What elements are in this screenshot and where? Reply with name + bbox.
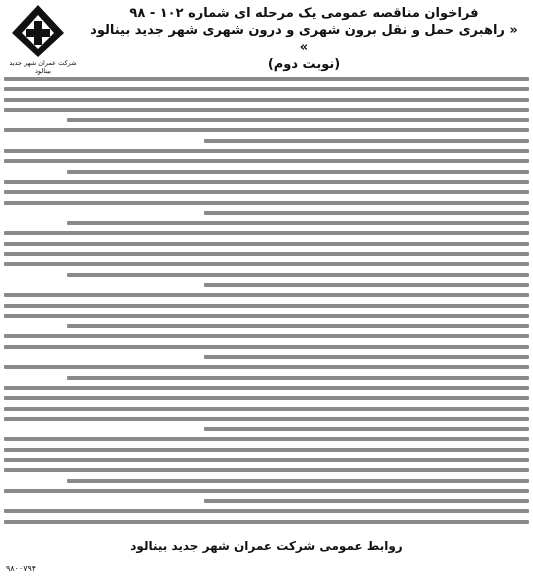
- headline-line: (نوبت دوم): [267, 57, 341, 72]
- body-text-line: [204, 283, 530, 287]
- body-text-line: [204, 499, 530, 503]
- body-text-line: [4, 417, 529, 421]
- body-text-line: [4, 252, 529, 256]
- body-text-line: [4, 520, 529, 524]
- headline-line: فراخوان مناقصه عمومی یک مرحله ای شماره ۱۰۲ - ۹۸: [129, 6, 479, 21]
- body-text-line: [4, 98, 529, 102]
- notice-body: [4, 77, 529, 530]
- body-text-line: [4, 231, 529, 235]
- body-text-line: [4, 262, 529, 266]
- tracking-number: ۹۸۰۰۷۹۴: [6, 564, 37, 573]
- body-text-line: [4, 293, 529, 297]
- organization-name: شرکت عمران شهر جدید بینالود: [9, 59, 77, 75]
- body-text-line: [4, 509, 529, 513]
- body-text-line: [67, 273, 529, 277]
- body-text-line: [67, 170, 529, 174]
- body-text-line: [4, 87, 529, 91]
- headline-line: « راهبری حمل و نقل برون شهری و درون شهری شهر جدید بینالود »: [90, 23, 518, 55]
- body-text-line: [4, 365, 529, 369]
- body-text-line: [4, 345, 529, 349]
- body-text-line: [4, 180, 529, 184]
- notice-footer: [4, 538, 529, 573]
- body-text-line: [4, 437, 529, 441]
- body-text-line: [67, 376, 529, 380]
- body-text-line: [4, 77, 529, 81]
- body-text-line: [204, 355, 530, 359]
- tender-notice: [4, 3, 529, 578]
- body-text-line: [4, 242, 529, 246]
- body-text-line: [67, 118, 529, 122]
- body-text-line: [4, 304, 529, 308]
- notice-headline: [84, 5, 524, 73]
- body-text-line: [67, 221, 529, 225]
- body-text-line: [4, 128, 529, 132]
- body-text-line: [4, 396, 529, 400]
- body-text-line: [204, 427, 530, 431]
- body-text-line: [4, 448, 529, 452]
- body-text-line: [4, 458, 529, 462]
- city-emblem-icon: [8, 3, 68, 59]
- body-text-line: [4, 201, 529, 205]
- body-text-line: [204, 139, 530, 143]
- body-text-line: [4, 108, 529, 112]
- body-text-line: [204, 211, 530, 215]
- body-text-line: [4, 149, 529, 153]
- body-text-line: [4, 314, 529, 318]
- body-text-line: [4, 468, 529, 472]
- signature: روابط عمومی شرکت عمران شهر جدید بینالود: [130, 539, 403, 553]
- body-text-line: [4, 190, 529, 194]
- body-text-line: [4, 159, 529, 163]
- body-text-line: [67, 479, 529, 483]
- body-text-line: [4, 489, 529, 493]
- body-text-line: [4, 407, 529, 411]
- body-text-line: [67, 324, 529, 328]
- body-text-line: [4, 386, 529, 390]
- body-text-line: [4, 334, 529, 338]
